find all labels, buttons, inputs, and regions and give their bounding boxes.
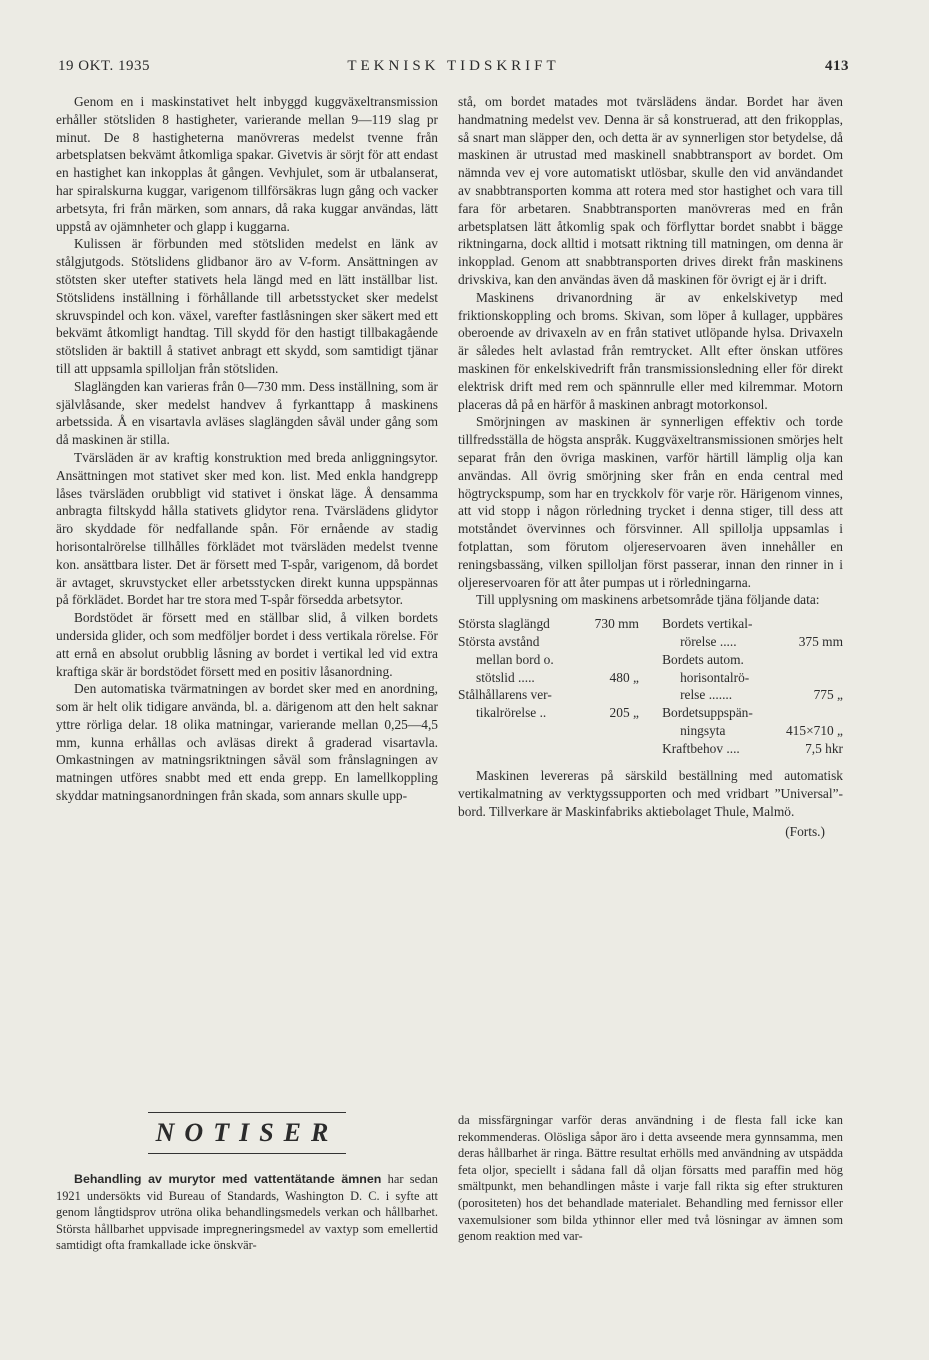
spec-row: Största slaglängd 730 mm [458,616,639,632]
paragraph: Kulissen är förbunden med stötsliden medelst en länk av stålgjutgods. Stötslidens glidbanor äro av V-form. Ansättningen av stötsten sker utefter stativets hela längd med en lätt inställbar list. Stötslidens inställning i förhållande till arbetsstycket sker medelst skruvspindel och kon. växel, varefter fastlåsningen sker säkert med ett bekvämt åtkomligt handtag. Till skydd för den hastigt tillbakagående stötsliden är baktill å stativet anbragt ett skydd, som samtidigt tjänar till att uppsamla spilloljan från stötsliden. [56,236,438,376]
journal-title: TEKNISK TIDSKRIFT [347,58,560,74]
spec-row: Bordets vertikal- [662,616,753,632]
spec-row: Kraftbehov .... 7,5 hkr [662,740,843,756]
paragraph: Slaglängden kan varieras från 0—730 mm. Dess inställning, som är självlåsande, sker medelst handvev å fyrkanttapp å maskinens arbetssida. Å en visartavla avläses slaglängden såväl under gång som då maskinen är stilla. [56,378,438,448]
spec-row: Bordets autom. [662,651,744,667]
notice-paragraph [56,1171,438,1254]
paragraph: Maskinens drivanordning är av enkelskivetyp med friktionskoppling och broms. Skivan, som löper å kullager, uppbäres oberoende av drivaxeln av en från stativet utlöpande hylsa. Drivaxeln är således helt avlastad från remtrycket. Allt efter önskan utföres maskinen för enkelskivedrift från transmissionsledning eller för direkt elektrisk drift med rem och spännrulle eller med kilremmar. Motorn placeras då på en härför å maskinen anbragt motorkonsol. [458,289,843,412]
notice-text: har sedan 1921 undersökts vid Bureau of Standards, Washington D. C. i syfte att genom långtidsprov utröna olika behandlingsmedels verkan och hållbarhet. Största hållbarhet uppvisade impregneringsmedel av vaxtyp som emellertid samtidigt ofta framkallade icke önskvär- [56,1172,438,1253]
spec-table [458,615,843,757]
article-column-left [56,93,438,805]
paragraph: Smörjningen av maskinen är synnerligen effektiv och torde tillfredsställa de högsta anspråk. Kuggväxeltransmissionen smörjes helt separat från den övriga maskinen, varför härtill lämplig olja kan användas. All övrig smörjning sker från en enda central med högtryckspump, som har en tryckkolv för varje rör. Härigenom vinnes, att vid stopp i någon rörledning trycket i denna stiger, till dess att motståndet övervinnes och försvinner. All spillolja uppsamlas i fotplattan, som förutom oljereservoaren även innehåller en reningsbassäng, vilken spilloljan först passerar, innan den rinner in i oljereservoaren för att åter pumpas ut i rörledningarna. [458,414,843,590]
notice-headline: Behandling av murytor med vattentätande ämnen [74,1172,382,1186]
paragraph: Den automatiska tvärmatningen av bordet sker med en anordning, som är helt olik tidigare använda, bl. a. därigenom att den helt saknar yttre rörliga delar. 18 olika matningar, varierande mellan 0,25—4,5 mm, kunna erhållas och avläsas direkt å graderad visartavla. Omkastningen av matningsriktningen såväl som frånslagningen av matningen utföres snabbt med ett enda grepp. En lamellkoppling skyddar matningsanordningen från skada, som annars skulle upp- [56,681,438,804]
spec-row: horisontalrö- [680,669,750,685]
paragraph: Tvärsläden är av kraftig konstruktion med breda anliggningsytor. Ansättningen mot stativet sker med kon. list. Med enkla handgrepp låses tvärsläden orubbligt vid stativet i önskat läge. Å densamma anbragta filtskydd hålla stativets glidytor rena. Tvärslädens glidytor äro skyddade för nedfallande spån. För ernående av stadig horisontalrörelse tillhålles förklädet mot tvärsläden medelst tvenne kon. ansättbara lister. Det är försett med T-spår, varigenom, då bordet är avtaget, skruvstycket eller arbetsstycken direkt kunna uppspännas på förklädet. Bordet har tre stora med T-spår försedda arbetsytor. [56,449,438,608]
issue-date: 19 OKT. 1935 [58,58,150,74]
page-header [58,58,849,82]
continued-note: (Forts.) [785,823,825,839]
paragraph: Genom en i maskinstativet helt inbyggd kuggväxeltransmission erhåller stötsliden 8 hastigheter, varierande mellan 9—119 slag pr minut. De 8 hastigheterna manövreras medelst tvenne från arbetsplatsen bekvämt åtkomliga spakar. Givetvis är sörjt för att endast en hastighet kan inkopplas åt gången. Vevhjulet, som är utbalanserat, har spiralskurna kuggar, varigenom tillförsäkras lugn gång och vacker arbetsyta, fri från märken, som annars, då raka kuggar användas, lätt uppstå av ojämnheter och glapp i kuggarna. [56,94,438,234]
spec-row: Bordetsuppspän- [662,705,753,721]
spec-row: relse ....... 775 „ [680,687,843,703]
notiser-column-left [56,1171,438,1254]
page-number: 413 [825,58,849,74]
spec-column-left [458,615,639,757]
paragraph: Bordstödet är försett med en ställbar slid, å vilken bordets undersida glider, och som medföljer bordet i dess vertikala rörelse. För att ernå en absolut orubblig låsning av bordet i vertikal led vid extra kraftiga skär är bordstödet försett med en positiv låsanordning. [56,610,438,679]
spec-row: tikalrörelse .. 205 „ [476,705,639,721]
notiser-heading: NOTISER [148,1112,346,1154]
paragraph: Till upplysning om maskinens arbetsområde tjäna följande data: [476,592,820,608]
spec-row: rörelse ..... 375 mm [680,633,843,649]
notiser-column-right [458,1112,843,1245]
spec-row: mellan bord o. [476,651,554,667]
spec-column-right [662,615,843,757]
closing-paragraph: Maskinen levereras på särskild beställning med automatisk vertikalmatning av verktygssupporten och med vridbart ”Universal”-bord. Tillverkare är Maskinfabriks aktiebolaget Thule, Malmö. [458,768,843,820]
article-column-right [458,93,843,841]
paragraph: stå, om bordet matades mot tvärslädens ändar. Bordet har även handmatning medelst vev. Denna är så konstruerad, att den frikopplas, så snart man släpper den, och detta är av synnerligen stor betydelse, då maskinen är utrustad med maskinell snabbtransport av bordet. Om nämnda vev ej vore automatiskt utlösbar, skulle den vid användandet av snabbtransporten komma att rotera med stor hastighet och vara till fara för arbetaren. Snabbtransporten manövreras med en från arbetsplatsen lätt åtkomlig spak och förflyttar bordet snabbt i bägge riktningarna, dock alltid i motsatt riktning till matningen, om denna är inkopplad. Genom att snabbtransporten drives direkt från maskinens drivskiva, kan den användas även då maskinen för övrigt ej är i drift. [458,94,843,287]
spec-row: ningsyta 415×710 „ [680,722,843,738]
notice-text-continued: da missfärgningar varför deras användning i de flesta fall icke kan rekommenderas. Olösliga såpor äro i detta avseende mera gynnsamma, men deras hållbarhet är ringa. Bättre resultat erhölls med användning av utspädda feta oljor, speciellt i sådana fall då oljan försatts med paraffin med hög smältpunkt, men behandlingen måste i varje fall rikta sig efter strukturen (porositeten) hos det behandlade materialet. Behandling med fernissor eller vaxemulsioner som bilda ythinnor eller med två lösningar av ämnen som genom reaktion med var- [458,1113,843,1244]
spec-row: Största avstånd [458,633,540,649]
spec-row: stötslid ..... 480 „ [476,669,639,685]
spec-row: Stålhållarens ver- [458,687,552,703]
